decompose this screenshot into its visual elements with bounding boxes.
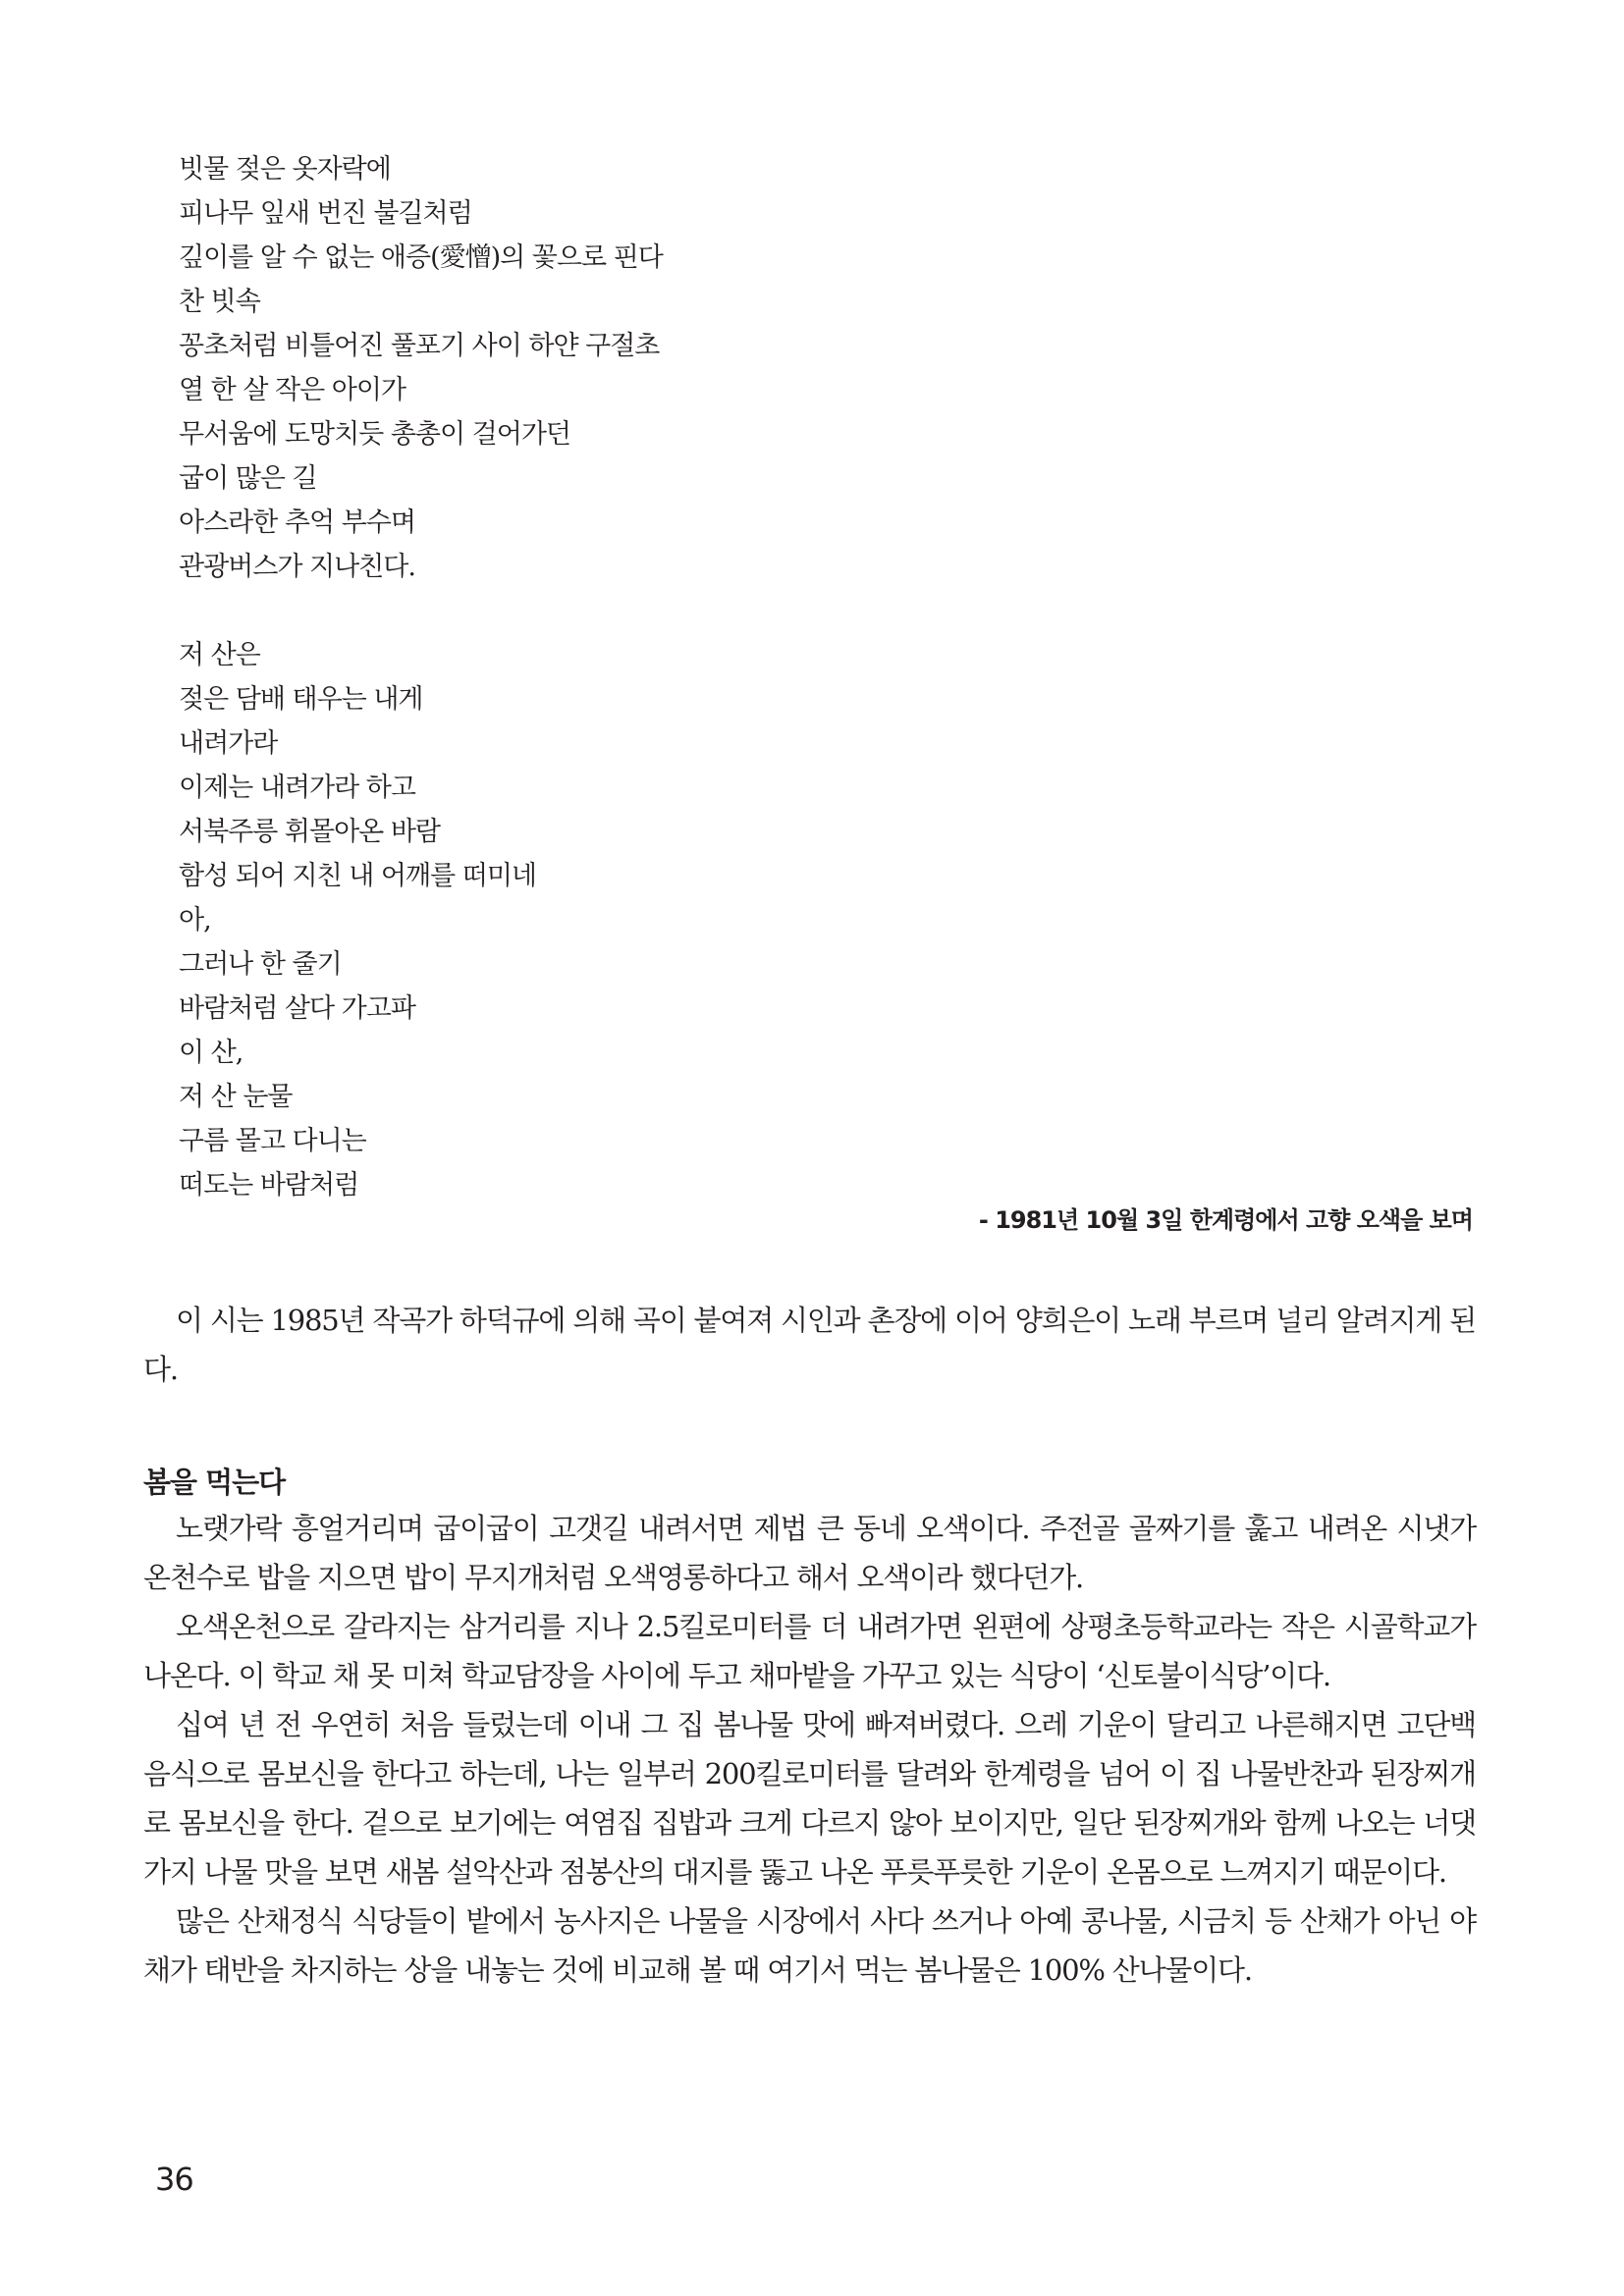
poem-line: 떠도는 바람처럼 xyxy=(179,1170,359,1201)
poem-line: 무서움에 도망치듯 총총이 걸어가던 xyxy=(179,419,570,450)
poem-line: 구름 몰고 다니는 xyxy=(179,1126,366,1156)
poem-line: 이 산, xyxy=(179,1038,244,1068)
poem-line: 함성 되어 지친 내 어깨를 떠미네 xyxy=(179,861,536,891)
body-paragraph: 십여 년 전 우연히 처음 들렀는데 이내 그 집 봄나물 맛에 빠져버렸다. 으레 기운이 달리고 나른해지면 고단백 음식으로 몸보신을 한다고 하는데, 나는 일부러 200킬로미터를 달려와 한계령을 넘어 이 집 나물반찬과 된장찌개로 몸보신을 한다. 겉으로 보기에는 여염집 집밥과 크게 다르지 않아 보이지만, 일단 된장찌개와 함께 나오는 너댓 가지 나물 맛을 보면 새봄 설악산과 점봉산의 대지를 뚫고 나온 푸릇푸릇한 기운이 온몸으로 느껴지기 때문이다. xyxy=(143,1708,1476,1889)
body-paragraph: 오색온천으로 갈라지는 삼거리를 지나 2.5킬로미터를 더 내려가면 왼편에 상평초등학교라는 작은 시골학교가 나온다. 이 학교 채 못 미쳐 학교담장을 사이에 두고 채마밭을 가꾸고 있는 식당이 ‘신토불이식당’이다. xyxy=(143,1610,1476,1692)
poem-line: 빗물 젖은 옷자락에 xyxy=(179,154,391,185)
poem-line: 피나무 잎새 번진 불길처럼 xyxy=(179,198,472,229)
poem-line: 찬 빗속 xyxy=(179,287,260,317)
poem-line: 관광버스가 지나친다. xyxy=(179,552,415,582)
body-paragraph: 노랫가락 흥얼거리며 굽이굽이 고갯길 내려서면 제법 큰 동네 오색이다. 주전골 골짜기를 훑고 내려온 시냇가 온천수로 밥을 지으면 밥이 무지개처럼 오색영롱하다고 해서 오색이라 했다던가. xyxy=(143,1512,1476,1594)
poem-line: 열 한 살 작은 아이가 xyxy=(179,375,406,405)
section-heading: 봄을 먹는다 xyxy=(143,1466,286,1499)
poem-attribution: - 1981년 10월 3일 한계령에서 고향 오색을 보며 xyxy=(978,1206,1473,1234)
poem-line: 저 산 눈물 xyxy=(179,1082,293,1112)
poem-line: 서북주릉 휘몰아온 바람 xyxy=(179,817,440,847)
page-number: 36 xyxy=(155,2161,193,2198)
intro-paragraph: 이 시는 1985년 작곡가 하덕규에 의해 곡이 붙여져 시인과 촌장에 이어 양희은이 노래 부르며 널리 알려지게 된다. xyxy=(143,1304,1476,1386)
stanza-break xyxy=(179,589,1062,633)
intro-section xyxy=(143,1296,1476,1394)
poem-line: 깊이를 알 수 없는 애증(愛憎)의 꽃으로 핀다 xyxy=(179,242,663,273)
poem-line: 내려가라 xyxy=(179,728,278,759)
body-paragraph: 많은 산채정식 식당들이 밭에서 농사지은 나물을 시장에서 사다 쓰거나 아예 콩나물, 시금치 등 산채가 아닌 야채가 태반을 차지하는 상을 내놓는 것에 비교해 볼 때 여기서 먹는 봄나물은 100% 산나물이다. xyxy=(143,1904,1476,1987)
poem-line: 굽이 많은 길 xyxy=(179,463,317,494)
poem-line: 아스라한 추억 부수며 xyxy=(179,507,415,538)
poem-line: 꽁초처럼 비틀어진 풀포기 사이 하얀 구절초 xyxy=(179,331,660,361)
poem-line: 그러나 한 줄기 xyxy=(179,949,342,980)
poem-line: 아, xyxy=(179,905,211,935)
poem-line: 젖은 담배 태우는 내게 xyxy=(179,684,423,715)
poem-line: 바람처럼 살다 가고파 xyxy=(179,993,415,1024)
poem xyxy=(179,147,1062,1207)
poem-line: 저 산은 xyxy=(179,640,260,670)
poem-line: 이제는 내려가라 하고 xyxy=(179,773,415,803)
section-body xyxy=(143,1504,1476,1995)
